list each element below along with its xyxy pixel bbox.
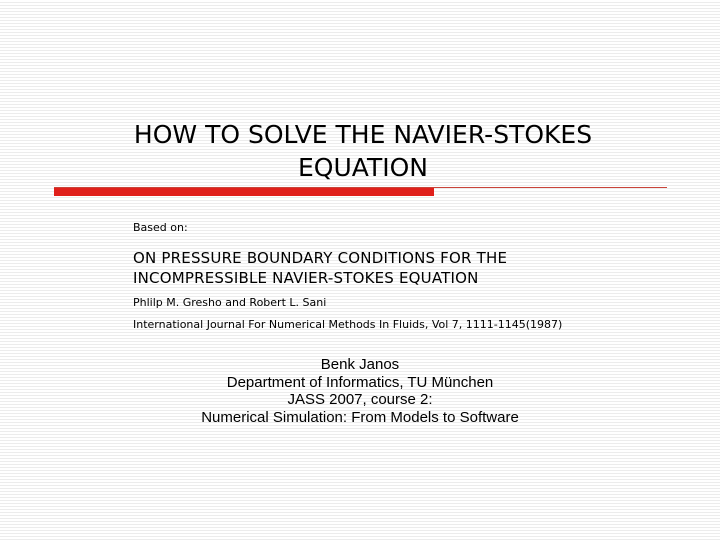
presenter-course: Numerical Simulation: From Models to Software bbox=[201, 408, 519, 426]
slide-title-line-2: EQUATION bbox=[298, 153, 428, 182]
slide-title-line-1: HOW TO SOLVE THE NAVIER-STOKES bbox=[133, 120, 593, 149]
paper-journal: International Journal For Numerical Methods In Fluids, Vol 7, 1111-1145(1987) bbox=[133, 318, 563, 331]
presenter-name: Benk Janos bbox=[320, 356, 400, 373]
title-underline-accent bbox=[54, 188, 434, 196]
presenter-department: Department of Informatics, TU München bbox=[226, 373, 494, 391]
paper-title bbox=[133, 248, 507, 288]
paper-authors: Phlilp M. Gresho and Robert L. Sani bbox=[133, 296, 327, 309]
slide-title bbox=[70, 118, 656, 184]
presenter-event: JASS 2007, course 2: bbox=[287, 391, 433, 408]
paper-title-line-2: INCOMPRESSIBLE NAVIER-STOKES EQUATION bbox=[133, 269, 479, 287]
paper-title-line-1: ON PRESSURE BOUNDARY CONDITIONS FOR THE bbox=[133, 249, 508, 267]
presenter-block bbox=[120, 356, 600, 426]
based-on-label: Based on: bbox=[133, 221, 188, 234]
